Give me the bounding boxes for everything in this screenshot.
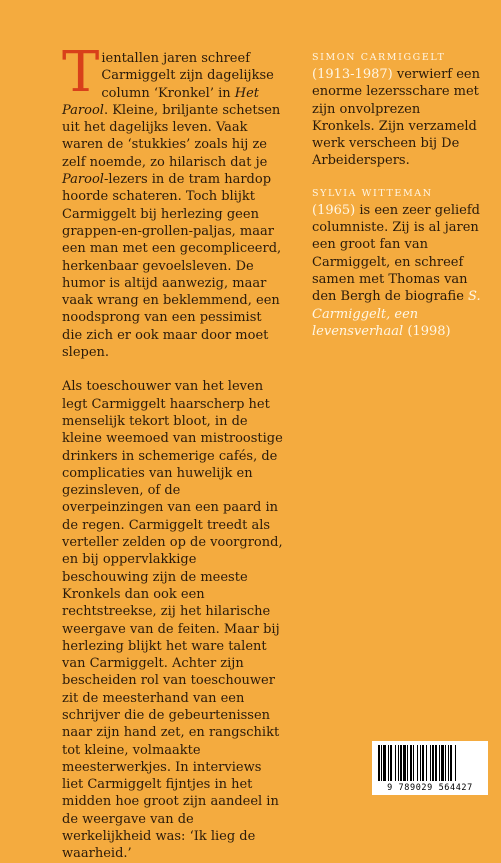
barcode-number: 9 789029 564427 — [387, 783, 473, 793]
author-years: (1913-1987) — [312, 67, 393, 82]
blurb-paragraph-2-text: Als toeschouwer van het leven legt Carmiggelt haarscherp het menselijk tekort bloot, in de kleine weemoed van mistroostige drinkers in schemerige cafés, de complicaties van huwelijk en gezinsleven, of de overpeinzingen van een paard in de regen. Carmiggelt treedt als verteller zelden op de voorgrond, en bij oppervlakkige beschouwing zijn de meeste Kronkels dan ook een rechtstreekse, zij het hilarische weergave van de feiten. Maar bij herlezing blijkt het ware talent van Carmiggelt. Achter zijn bescheiden rol van toeschouwer zit de meesterhand van een schrijver die de gebeurtenissen naar zijn hand zet, en rangschikt tot kleine, volmaakte meesterwerkjes. In interviews liet Carmiggelt fijntjes in het midden hoe groot zijn aandeel in de weergave van de werkelijkheid was: ‘Ik lieg de waarheid.’ — [62, 379, 283, 862]
drop-cap: T — [62, 40, 100, 105]
blurb-column — [62, 40, 284, 863]
author-bio — [312, 50, 484, 170]
editor-bio — [312, 186, 484, 340]
blurb-paragraph-1 — [62, 40, 284, 361]
bio-column — [312, 50, 484, 340]
author-name: SIMON CARMIGGELT — [312, 52, 446, 63]
editor-book-year: (1998) — [403, 323, 451, 339]
editor-name: SYLVIA WITTEMAN — [312, 187, 433, 199]
editor-bio-text: is een zeer geliefd columniste. Zij is al jaren een groot fan van Carmiggelt, en schreef samen met Thomas van den Bergh de biografie — [312, 202, 480, 305]
author-bio-text: verwierf een enorme lezersschare met zijn onvolprezen Kronkels. Zijn verzameld werk verscheen bij De Arbeiderspers. — [312, 67, 480, 169]
editor-years: (1965) — [312, 202, 356, 218]
blurb-paragraph-2 — [62, 378, 284, 862]
barcode-label — [372, 741, 488, 795]
editor-book-title: S. Carmiggelt, een levensverhaal — [312, 289, 481, 339]
blurb-paragraph-1-text: ientallen jaren schreef Carmiggelt zijn dagelijkse column ‘Kronkel’ in Het Parool. Kleine, briljante schetsen uit het dagelijks leven. Vaak waren de ‘stukkies’ zoals hij ze zelf noemde, zo hilarisch dat je Parool-lezers in de tram hardop hoorde schateren. Toch blijkt Carmiggelt bij herlezing geen grappen-en-grollen-paljas, maar een man met een gecompliceerd, herkenbaar gevoelsleven. De humor is altijd aanwezig, maar vaak wrang en beklemmend, een noodsprong van een pessimist die zich er ook maar door moet slepen. — [62, 51, 282, 361]
barcode-icon — [378, 745, 482, 781]
